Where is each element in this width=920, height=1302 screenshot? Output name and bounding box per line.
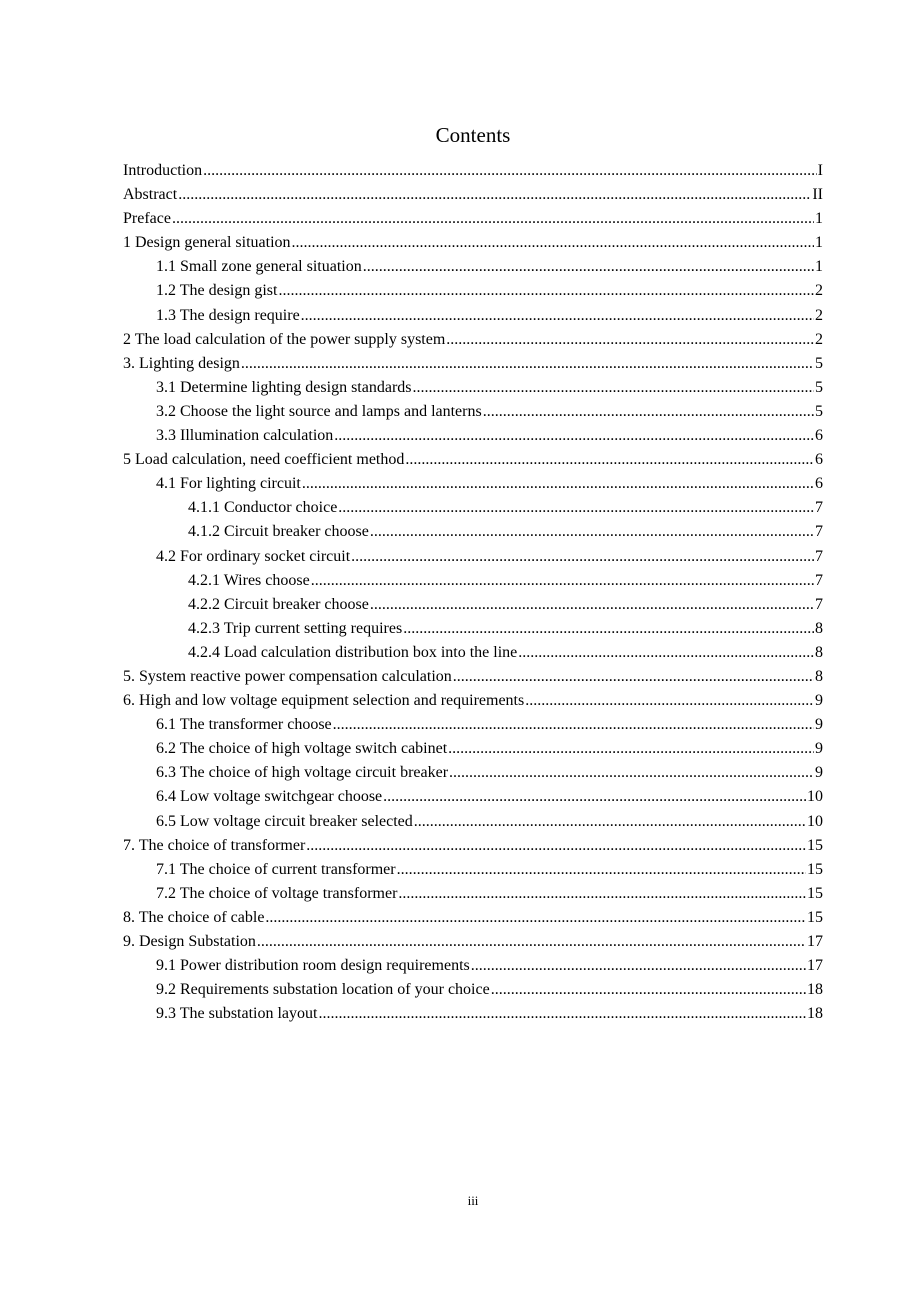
dot-leader bbox=[370, 520, 814, 544]
toc-entry-page: 9 bbox=[815, 740, 823, 758]
toc-entry[interactable] bbox=[123, 183, 823, 207]
dot-leader bbox=[383, 785, 806, 809]
dot-leader bbox=[397, 858, 806, 882]
dot-leader bbox=[483, 400, 814, 424]
toc-entry-title: 4.2.3 Trip current setting requires bbox=[188, 619, 403, 637]
toc-entry-page: 6 bbox=[815, 451, 823, 469]
toc-entry[interactable] bbox=[123, 520, 823, 544]
toc-entry-page: 7 bbox=[815, 547, 823, 565]
toc-entry[interactable] bbox=[123, 279, 823, 303]
toc-title: Contents bbox=[435, 123, 511, 147]
toc-entry-page: 15 bbox=[807, 908, 823, 926]
toc-entry-title: 3.1 Determine lighting design standards bbox=[156, 378, 412, 396]
toc-entry[interactable] bbox=[123, 882, 823, 906]
page-number: iii bbox=[467, 1193, 479, 1208]
toc-entry-page: 18 bbox=[807, 981, 823, 999]
dot-leader bbox=[265, 906, 806, 930]
toc-entry-title: 9. Design Substation bbox=[123, 933, 256, 950]
toc-entry-page: 9 bbox=[815, 692, 823, 710]
toc-entry-page: 8 bbox=[815, 667, 823, 685]
dot-leader bbox=[446, 328, 814, 352]
toc-entry-title: 6.1 The transformer choose bbox=[156, 716, 332, 734]
toc-entry[interactable] bbox=[123, 906, 823, 930]
dot-leader bbox=[311, 569, 814, 593]
dot-leader bbox=[471, 954, 806, 978]
toc-entry[interactable] bbox=[123, 400, 823, 424]
toc-entry-title: Introduction bbox=[123, 162, 203, 179]
toc-entry-title: 4.2.1 Wires choose bbox=[188, 571, 310, 589]
toc-entry-title: 5 Load calculation, need coefficient method bbox=[123, 451, 405, 469]
toc-entry[interactable] bbox=[123, 1002, 823, 1026]
toc-entry[interactable] bbox=[123, 545, 823, 569]
toc-entry[interactable] bbox=[123, 352, 823, 376]
toc-entry-title: 3. Lighting design bbox=[123, 354, 240, 372]
dot-leader bbox=[338, 496, 814, 520]
toc-entry-page: 9 bbox=[815, 764, 823, 782]
toc-entry[interactable] bbox=[123, 159, 823, 183]
toc-entry-page: 1 bbox=[815, 234, 823, 252]
dot-leader bbox=[178, 183, 811, 207]
toc-entry-page: 1 bbox=[815, 258, 823, 276]
toc-entry[interactable] bbox=[123, 761, 823, 785]
toc-entry-title: 6.3 The choice of high voltage circuit breaker bbox=[156, 764, 449, 782]
dot-leader bbox=[413, 376, 814, 400]
toc-entry[interactable] bbox=[123, 231, 823, 255]
toc-entry-page: 2 bbox=[815, 330, 823, 348]
dot-leader bbox=[278, 279, 814, 303]
toc-entry-page: 1 bbox=[815, 210, 823, 228]
toc-entry[interactable] bbox=[123, 472, 823, 496]
toc-entry-title: 1.3 The design require bbox=[156, 306, 300, 324]
toc-entry-page: 7 bbox=[815, 595, 823, 613]
dot-leader bbox=[257, 930, 806, 954]
dot-leader bbox=[403, 617, 814, 641]
toc-entry-title: 6.5 Low voltage circuit breaker selected bbox=[156, 812, 413, 830]
toc-entry-page: 9 bbox=[815, 716, 823, 734]
toc-entry-title: 6. High and low voltage equipment selection and requirements bbox=[123, 692, 525, 710]
toc-entry[interactable] bbox=[123, 954, 823, 978]
toc-entry-title: 9.3 The substation layout bbox=[156, 1005, 318, 1023]
toc-entry[interactable] bbox=[123, 424, 823, 448]
toc-entry-page: 6 bbox=[815, 475, 823, 493]
toc-entry-title: 7.2 The choice of voltage transformer bbox=[156, 884, 398, 902]
dot-leader bbox=[405, 448, 814, 472]
toc-entry-title: Preface bbox=[123, 210, 171, 228]
toc-entry[interactable] bbox=[123, 810, 823, 834]
dot-leader bbox=[306, 834, 806, 858]
dot-leader bbox=[351, 545, 814, 569]
toc-entry-page: 15 bbox=[807, 836, 823, 854]
dot-leader bbox=[301, 304, 814, 328]
dot-leader bbox=[414, 810, 806, 834]
toc-entry[interactable] bbox=[123, 569, 823, 593]
dot-leader bbox=[491, 978, 806, 1002]
toc-entry-page: I bbox=[817, 162, 823, 179]
toc-entry-title: 6.4 Low voltage switchgear choose bbox=[156, 788, 383, 806]
dot-leader bbox=[172, 207, 814, 231]
toc-entry-page: 5 bbox=[815, 354, 823, 372]
toc-entry-title: 3.2 Choose the light source and lamps and lanterns bbox=[156, 402, 482, 420]
toc-entry-title: 4.2.4 Load calculation distribution box into the line bbox=[188, 643, 518, 661]
toc-entry-page: II bbox=[812, 186, 823, 204]
toc-entry-page: 6 bbox=[815, 427, 823, 445]
toc-entry-page: 7 bbox=[815, 499, 823, 517]
toc-entry[interactable] bbox=[123, 448, 823, 472]
toc-entry[interactable] bbox=[123, 978, 823, 1002]
toc-entry[interactable] bbox=[123, 207, 823, 231]
toc-entry-page: 10 bbox=[807, 812, 823, 830]
dot-leader bbox=[453, 665, 814, 689]
toc-entry[interactable] bbox=[123, 713, 823, 737]
dot-leader bbox=[334, 424, 814, 448]
toc-entry[interactable] bbox=[123, 785, 823, 809]
toc-entry-title: 9.1 Power distribution room design requirements bbox=[156, 957, 470, 975]
toc-entry-title: 1 Design general situation bbox=[123, 234, 291, 252]
dot-leader bbox=[370, 593, 814, 617]
dot-leader bbox=[449, 761, 814, 785]
toc-entry[interactable] bbox=[123, 304, 823, 328]
dot-leader bbox=[448, 737, 814, 761]
toc-entry[interactable] bbox=[123, 737, 823, 761]
toc-entry-title: 2 The load calculation of the power supply system bbox=[123, 330, 446, 348]
toc-entry-page: 17 bbox=[807, 957, 823, 975]
toc-entry-title: 4.1.1 Conductor choice bbox=[188, 499, 338, 517]
toc-entry-page: 15 bbox=[807, 884, 823, 902]
dot-leader bbox=[518, 641, 814, 665]
dot-leader bbox=[302, 472, 814, 496]
toc-entry-title: Abstract bbox=[123, 186, 178, 204]
toc-entry-page: 18 bbox=[807, 1005, 823, 1023]
toc-entry[interactable] bbox=[123, 328, 823, 352]
toc-entry[interactable] bbox=[123, 665, 823, 689]
toc-entry-page: 7 bbox=[815, 571, 823, 589]
toc-entry-title: 4.2.2 Circuit breaker choose bbox=[188, 595, 369, 613]
toc-entry-title: 9.2 Requirements substation location of your choice bbox=[156, 981, 490, 999]
toc-entry-page: 17 bbox=[807, 933, 823, 950]
dot-leader bbox=[292, 231, 814, 255]
toc-entry-title: 4.1.2 Circuit breaker choose bbox=[188, 523, 369, 541]
toc-entry[interactable] bbox=[123, 255, 823, 279]
toc-entry-title: 7.1 The choice of current transformer bbox=[156, 860, 396, 878]
toc-entry-title: 4.1 For lighting circuit bbox=[156, 475, 301, 493]
dot-leader bbox=[363, 255, 814, 279]
toc-entry-page: 5 bbox=[815, 402, 823, 420]
toc-entry[interactable] bbox=[123, 689, 823, 713]
toc-entry-page: 2 bbox=[815, 282, 823, 300]
toc-entry-title: 1.2 The design gist bbox=[156, 282, 278, 300]
toc-entry-page: 8 bbox=[815, 619, 823, 637]
toc-entry-page: 7 bbox=[815, 523, 823, 541]
dot-leader bbox=[525, 689, 814, 713]
toc-entry-page: 8 bbox=[815, 643, 823, 661]
toc-entry-title: 4.2 For ordinary socket circuit bbox=[156, 547, 351, 565]
toc-entry[interactable] bbox=[123, 496, 823, 520]
toc-entry[interactable] bbox=[123, 376, 823, 400]
toc-entry[interactable] bbox=[123, 617, 823, 641]
toc-entry-page: 5 bbox=[815, 378, 823, 396]
toc-entry[interactable] bbox=[123, 858, 823, 882]
toc-entry[interactable] bbox=[123, 930, 823, 954]
toc-entry-page: 10 bbox=[807, 788, 823, 806]
toc-entry[interactable] bbox=[123, 593, 823, 617]
dot-leader bbox=[241, 352, 814, 376]
toc-entry[interactable] bbox=[123, 834, 823, 858]
table-of-contents bbox=[123, 159, 823, 1026]
dot-leader bbox=[203, 159, 817, 183]
toc-entry-title: 6.2 The choice of high voltage switch cabinet bbox=[156, 740, 448, 758]
toc-entry[interactable] bbox=[123, 641, 823, 665]
toc-entry-title: 7. The choice of transformer bbox=[123, 836, 306, 854]
toc-entry-title: 5. System reactive power compensation calculation bbox=[123, 667, 452, 685]
dot-leader bbox=[318, 1002, 806, 1026]
toc-entry-title: 1.1 Small zone general situation bbox=[156, 258, 362, 276]
toc-entry-title: 8. The choice of cable bbox=[123, 908, 265, 926]
dot-leader bbox=[333, 713, 814, 737]
dot-leader bbox=[398, 882, 806, 906]
toc-entry-page: 2 bbox=[815, 306, 823, 324]
toc-entry-page: 15 bbox=[807, 860, 823, 878]
toc-entry-title: 3.3 Illumination calculation bbox=[156, 427, 334, 445]
